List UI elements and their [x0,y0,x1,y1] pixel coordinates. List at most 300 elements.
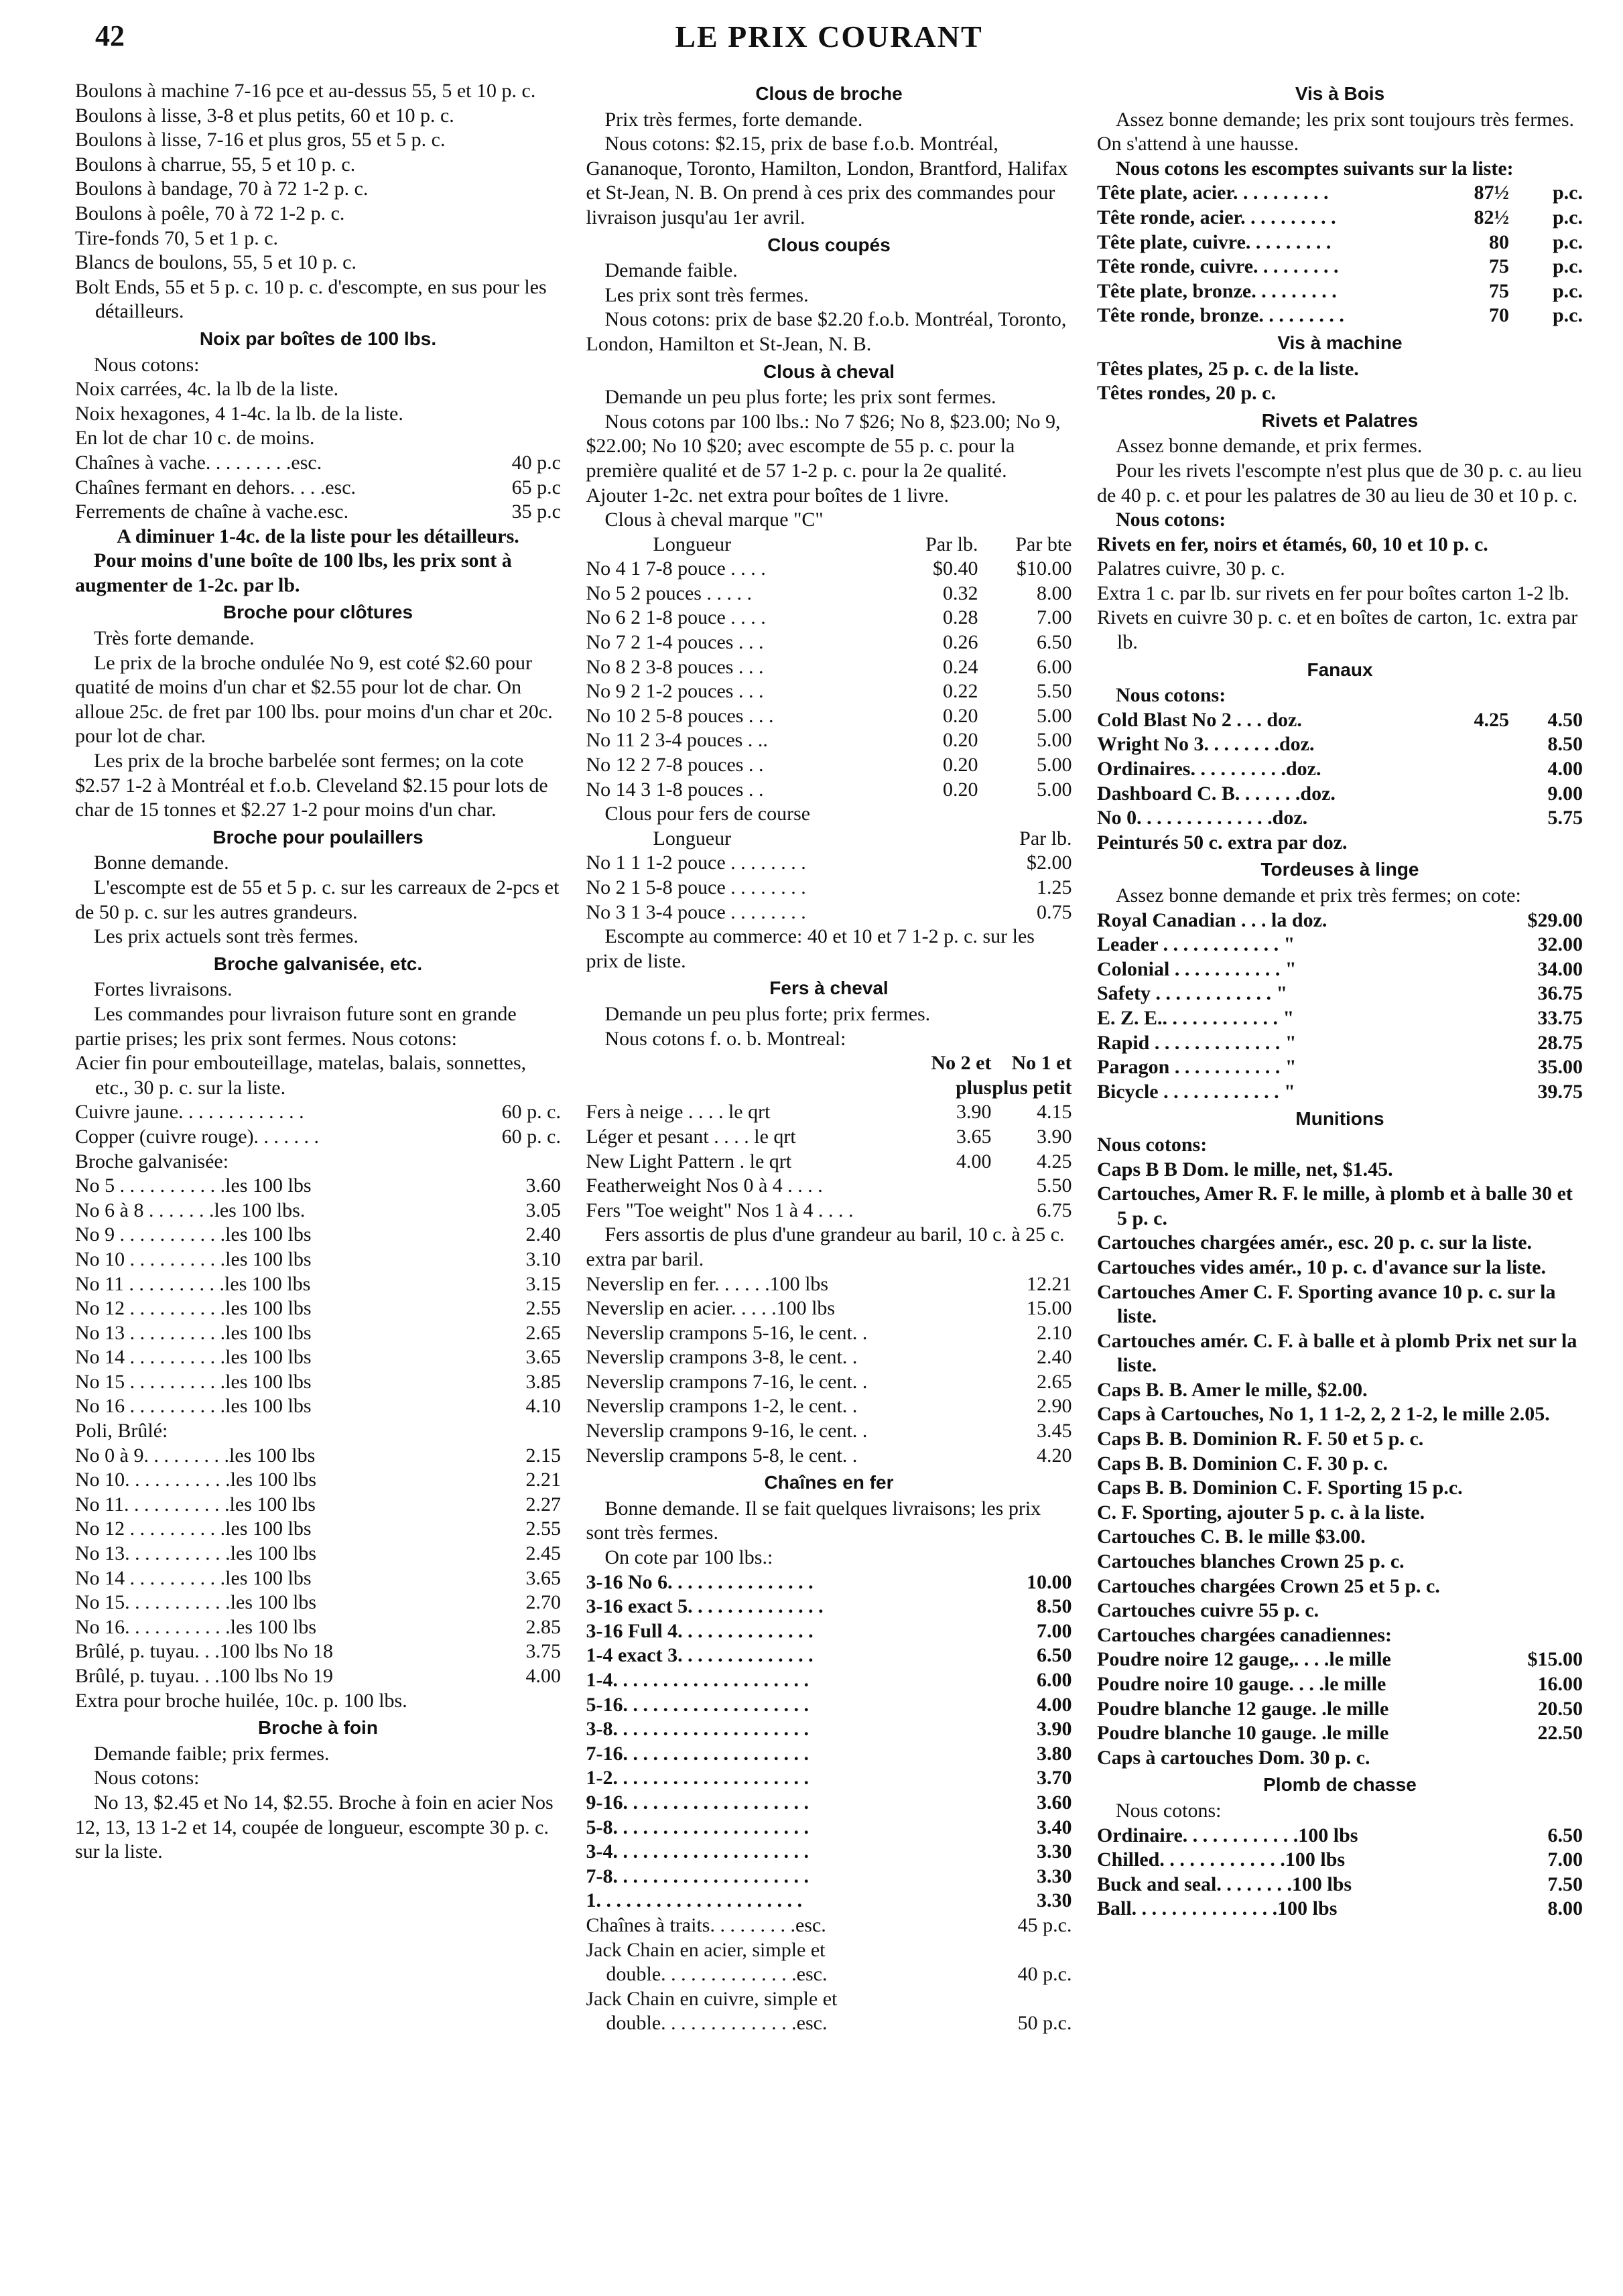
tordeuse-row-a: Royal Canadian . . . la doz. [1097,908,1327,931]
chaine-row [586,1717,1072,1742]
poulaillers-p2: L'escompte est de 55 et 5 p. c. sur les carreaux de 2-pcs et de 50 p. c. sur les autres grandeurs. [75,876,560,923]
galv-p1: Fortes livraisons. [94,978,233,1001]
course-row [586,876,1072,900]
chaine-row-a: 1-4. . . . . . . . . . . . . . . . . . . . [586,1669,809,1691]
marque-c-title: Clous à cheval marque "C" [604,509,824,531]
galv-row-no: No 15 . . . . . . . . . .les 100 lbs [75,1370,312,1393]
fanaux-row-c: 8.50 [1547,733,1583,756]
marque-c-row-a: No 10 2 5-8 pouces . . . [586,704,774,727]
chain-note-2: Pour moins d'une boîte de 100 lbs, les prix sont à augmenter de 1-2c. par lb. [75,549,512,596]
neverslip-row-a: Neverslip crampons 1-2, le cent. . [586,1395,858,1418]
chaine-row-b: 3.30 [1037,1840,1072,1863]
rivets-p3: Nous cotons: [1116,509,1226,531]
vis-row-c: p.c. [1553,206,1583,228]
marque-c-row-c: 8.00 [1037,582,1072,604]
poudre-row-b: 20.50 [1537,1697,1583,1720]
neverslip-row [586,1370,1072,1395]
fanaux-row-c: 5.75 [1547,807,1583,829]
neverslip-row-b: 2.65 [1037,1370,1072,1393]
page-header [75,19,1583,72]
section-heading-poulaillers: Broche pour poulaillers [212,826,424,848]
poulaillers-p3: Les prix actuels sont très fermes. [94,925,359,948]
tordeuse-row-b: 39.75 [1537,1080,1583,1103]
poudre-table [1097,1647,1583,1745]
neverslip-row-a: Neverslip crampons 5-16, le cent. . [586,1321,868,1344]
poudre-row [1097,1647,1583,1672]
chaine-row-b: 3.30 [1037,1889,1072,1912]
noix-list [75,377,561,451]
chaine-row-a: 5-8. . . . . . . . . . . . . . . . . . . . [586,1816,809,1838]
clous-coupes-p2: Les prix sont très fermes. [604,283,809,306]
tordeuse-row-a: Bicycle . . . . . . . . . . . . " [1097,1080,1295,1103]
marque-c-row-b: 0.20 [943,778,978,801]
fanaux-row-a: Ordinaires. . . . . . . . . .doz. [1097,758,1321,781]
chaine-row [586,1791,1072,1816]
rivets-p7: Rivets en cuivre 30 p. c. et en boîtes de carton, 1c. extra par lb. [1097,606,1578,654]
chaine-row [586,1595,1072,1619]
jack-1-a: Jack Chain en acier, simple et [586,1938,826,1961]
tordeuse-row [1097,1006,1583,1031]
munitions-item: Cartouches vides amér., 10 p. c. d'avance sur la liste. [1097,1256,1546,1278]
vis-row-a: Tête plate, acier. . . . . . . . . . [1097,182,1329,204]
column-3 [1097,79,1583,2036]
vis-row [1097,255,1583,279]
poli-row-price: 3.65 [525,1566,561,1589]
chaine-row [586,1693,1072,1718]
vis-machine-1: Têtes plates, 25 p. c. de la liste. [1097,357,1359,380]
course-row-a: No 1 1 1-2 pouce . . . . . . . . [586,852,806,874]
marque-c-row-b: 0.28 [943,606,978,629]
neverslip-row-b: 2.90 [1037,1395,1072,1418]
munitions-item: Cartouches cuivre 55 p. c. [1097,1599,1319,1622]
chaine-row-b: 3.90 [1037,1718,1072,1741]
marque-c-row-b: 0.20 [943,754,978,776]
col-header-no2: No 2 et plus [931,1052,992,1099]
col-header-par-lb: Par lb. [925,533,978,555]
galv-p3: Acier fin pour embouteillage, matelas, balais, sonnettes, etc., 30 p. c. sur la liste. [75,1052,527,1099]
munitions-item: Cartouches amér. C. F. à balle et à plomb Prix net sur la liste. [1097,1329,1577,1377]
chaine-row [586,1889,1072,1913]
chaine-row-b: 8.50 [1037,1595,1072,1618]
poli-row [75,1468,561,1493]
neverslip-row-b: 2.10 [1037,1321,1072,1344]
section-heading-clous-broche: Clous de broche [755,83,903,104]
poudre-row-b: 16.00 [1537,1673,1583,1695]
chaine-row-b: 6.00 [1037,1669,1072,1691]
section-heading-cloture: Broche pour clôtures [222,602,413,623]
poudre-row-a: Poudre blanche 10 gauge. .le mille [1097,1722,1389,1745]
chaine-row-b: 10.00 [1027,1570,1072,1593]
poli-sub: Poli, Brûlé: [75,1420,168,1442]
chaines-p1: Bonne demande. Il se fait quelques livraisons; les prix sont très fermes. [586,1497,1041,1544]
poudre-row-b: 22.50 [1537,1722,1583,1745]
galv-row [75,1199,561,1223]
marque-c-row [586,753,1072,778]
chaine-row-a: 3-16 Full 4. . . . . . . . . . . . . . [586,1619,814,1642]
tordeuse-row [1097,908,1583,933]
fers-row-c: 5.50 [1037,1174,1072,1197]
munitions-item: Cartouches chargées amér., esc. 20 p. c. sur la liste. [1097,1231,1533,1254]
chaine-row-a: 1. . . . . . . . . . . . . . . . . . . . . [586,1889,802,1912]
fers-row-a: New Light Pattern . le qrt [586,1150,792,1172]
noix-item: Noix hexagones, 4 1-4c. la lb. de la liste. [75,402,403,425]
tordeuse-row [1097,982,1583,1006]
course-row [586,900,1072,925]
fanaux-row-a: No 0. . . . . . . . . . . . . .doz. [1097,807,1308,829]
marque-c-row-a: No 12 2 7-8 pouces . . [586,754,764,776]
poudre-row-b: $15.00 [1527,1648,1583,1671]
galv-row [75,1247,561,1272]
poli-row [75,1542,561,1566]
fers-p1: Demande un peu plus forte; prix fermes. [604,1002,931,1025]
jack-2-b: double. . . . . . . . . . . . . .esc. 50 p.c. [606,2012,1072,2035]
plomb-row-b: 7.50 [1547,1873,1583,1895]
vis-machine-2: Têtes rondes, 20 p. c. [1097,382,1276,405]
galv-row-no: No 11 . . . . . . . . . .les 100 lbs [75,1272,311,1295]
section-heading-fers: Fers à cheval [769,977,889,999]
chaine-row [586,1668,1072,1693]
tordeuse-row-a: Paragon . . . . . . . . . . . " [1097,1056,1297,1079]
munitions-item: Caps B B Dom. le mille, net, $1.45. [1097,1158,1393,1180]
chaine-row [586,1766,1072,1791]
tordeuses-p1: Assez bonne demande et prix très fermes; on cote: [1116,884,1521,906]
munitions-item: Caps B. B. Dominion C. F. 30 p. c. [1097,1452,1388,1475]
munitions-item: Cartouches chargées Crown 25 et 5 p. c. [1097,1574,1440,1597]
fers-row-a: Léger et pesant . . . . le qrt [586,1125,796,1148]
section-heading-vis-bois: Vis à Bois [1295,83,1385,104]
chains-table [75,451,561,525]
noix-item: En lot de char 10 c. de moins. [75,427,315,450]
munitions-item: Caps B. B. Dominion C. F. Sporting 15 p.c. [1097,1477,1463,1499]
galv-row [75,1321,561,1346]
marque-c-row-c: 6.50 [1037,631,1072,654]
chaine-row [586,1742,1072,1767]
plomb-row-a: Chilled. . . . . . . . . . . . .100 lbs [1097,1848,1346,1871]
rivets-p2: Pour les rivets l'escompte n'est plus que de 30 p. c. au lieu de 40 p. c. et pour les palatres de 30 au lieu de 30 et 10 p. c. [1097,459,1582,507]
plomb-row [1097,1824,1583,1848]
marque-c-row-a: No 11 2 3-4 pouces . .. [586,729,768,752]
vis-row [1097,230,1583,255]
vis-row-b: 75 [1489,279,1509,302]
chaine-row-a: 1-4 exact 3. . . . . . . . . . . . . . [586,1644,814,1667]
tordeuse-row [1097,957,1583,982]
col-header-par-bte: Par bte [1015,533,1072,555]
poudre-row-a: Poudre noire 10 gauge. . . .le mille [1097,1673,1386,1695]
poli-row-no: Brûlé, p. tuyau. . .100 lbs No 18 [75,1640,333,1663]
galv-row-no: No 13 . . . . . . . . . .les 100 lbs [75,1321,312,1344]
rivets-p1: Assez bonne demande, et prix fermes. [1116,435,1423,458]
galv-row [75,1394,561,1419]
fers-table [586,1100,1072,1223]
neverslip-row-b: 12.21 [1027,1272,1072,1295]
marque-c-row [586,778,1072,803]
clous-broche-p2: Nous cotons: $2.15, prix de base f.o.b. Montréal, Gananoque, Toronto, Hamilton, London, Brantford, Halifax et St-Jean, N. B. On prend à ces prix des commandes pour livraison jusqu'au 1er avril. [586,133,1068,228]
marque-c-row-b: $0.40 [933,557,978,580]
section-heading-munitions: Munitions [1295,1108,1384,1130]
fanaux-row [1097,732,1583,757]
tordeuse-row-b: 36.75 [1537,982,1583,1005]
fanaux-row-a: Wright No 3. . . . . . . .doz. [1097,733,1315,756]
fers-row-b: 3.65 [956,1125,992,1148]
vis-bois-p2: Nous cotons les escomptes suivants sur la liste: [1116,157,1514,180]
poli-table [75,1444,561,1689]
marque-c-row-a: No 14 3 1-8 pouces . . [586,778,764,801]
plomb-row-b: 7.00 [1547,1848,1583,1871]
cuivre-table [75,1100,561,1149]
chaine-row [586,1840,1072,1865]
column-1 [75,79,561,2036]
marque-c-row [586,728,1072,753]
munitions-item: Cartouches blanches Crown 25 p. c. [1097,1550,1405,1573]
poli-row-price: 3.75 [525,1640,561,1663]
chain-row [75,476,561,500]
galv-row-price: 3.10 [525,1247,561,1270]
galv-row-price: 2.55 [525,1297,561,1320]
section-heading-vis-machine: Vis à machine [1277,332,1403,353]
noix-intro: Nous cotons: [94,353,200,376]
columns [75,79,1583,2036]
munitions-item: Caps à Cartouches, No 1, 1 1-2, 2, 2 1-2, le mille 2.05. [1097,1403,1550,1426]
col-header-longueur: Longueur [653,533,732,555]
marque-c-row-b: 0.32 [943,582,978,604]
chaine-row-b: 3.60 [1037,1791,1072,1814]
marque-c-row-c: 5.50 [1037,680,1072,703]
poudre-row-a: Poudre blanche 12 gauge. .le mille [1097,1697,1389,1720]
poli-row-price: 2.45 [525,1542,561,1565]
tordeuse-row-a: Safety . . . . . . . . . . . . " [1097,982,1288,1005]
galv-row-price: 3.15 [525,1272,561,1295]
munitions-item: Cartouches C. B. le mille $3.00. [1097,1526,1366,1548]
tordeuse-row [1097,1031,1583,1056]
vis-row-a: Tête ronde, bronze. . . . . . . . . [1097,304,1344,327]
galv-row-price: 3.05 [525,1199,561,1221]
fers-p2: Nous cotons f. o. b. Montreal: [604,1027,846,1050]
bolt-item: Boulons à lisse, 7-16 et plus gros, 55 et 5 p. c. [75,129,446,151]
bolt-item: Boulons à charrue, 55, 5 et 10 p. c. [75,153,356,176]
fanaux-row [1097,782,1583,807]
poli-row-no: No 0 à 9. . . . . . . . .les 100 lbs [75,1444,316,1467]
chaine-row-b: 3.70 [1037,1767,1072,1789]
vis-row-a: Tête ronde, acier. . . . . . . . . . [1097,206,1336,228]
running-title: LE PRIX COURANT [675,19,983,54]
poli-row [75,1444,561,1469]
neverslip-row-a: Neverslip crampons 3-8, le cent. . [586,1346,858,1369]
tordeuse-row [1097,933,1583,957]
neverslip-row [586,1394,1072,1419]
marque-c-row-b: 0.22 [943,680,978,703]
poli-row-no: No 10. . . . . . . . . . .les 100 lbs [75,1469,316,1491]
marque-c-table [586,557,1072,802]
fanaux-row [1097,757,1583,782]
clous-cheval-p2: Nous cotons par 100 lbs.: No 7 $26; No 8, $23.00; No 9, $22.00; No 10 $20; avec escompte de 55 p. c. pour la première qualité et de 57 1-2 p. c. pour la 2e qualité. Ajouter 1-2c. net extra pour boîtes de 1 livre. [586,410,1061,507]
galv-row [75,1272,561,1297]
neverslip-row [586,1345,1072,1370]
course-title: Clous pour fers de course [604,803,811,825]
fers-header [586,1051,1072,1100]
chaine-row-a: 9-16. . . . . . . . . . . . . . . . . . . [586,1791,809,1814]
poli-row-price: 2.27 [525,1493,561,1515]
plomb-row [1097,1873,1583,1897]
poli-row [75,1591,561,1615]
tordeuse-row-b: 35.00 [1537,1056,1583,1079]
fers-row-c: 6.75 [1037,1199,1072,1221]
chaine-row-b: 6.50 [1037,1644,1072,1667]
bolt-item: Boulons à poêle, 70 à 72 1-2 p. c. [75,202,345,224]
section-heading-clous-cheval: Clous à cheval [763,360,895,382]
galv-row-price: 4.10 [525,1395,561,1418]
clous-coupes-p3: Nous cotons: prix de base $2.20 f.o.b. Montréal, Toronto, London, Hamilton et St-Jean, N. B. [586,308,1067,355]
neverslip-row-b: 2.40 [1037,1346,1072,1369]
poli-row-price: 2.15 [525,1444,561,1467]
neverslip-row [586,1444,1072,1469]
galv-sub: Broche galvanisée: [75,1150,229,1172]
neverslip-row-a: Neverslip en fer. . . . . .100 lbs [586,1272,829,1295]
chaine-row-b: 7.00 [1037,1619,1072,1642]
fanaux-row-c: 4.50 [1547,708,1583,731]
chain-row-label: Chaînes fermant en dehors. . . .esc. [75,476,356,498]
course-row-a: No 2 1 5-8 pouce . . . . . . . . [586,876,806,898]
vis-row [1097,303,1583,328]
chaine-row-a: 1-2. . . . . . . . . . . . . . . . . . . . [586,1767,809,1789]
marque-c-row-c: $10.00 [1017,557,1072,580]
chaine-row-b: 4.00 [1037,1693,1072,1716]
marque-c-row [586,582,1072,606]
fanaux-row-b: 4.25 [1474,708,1509,731]
vis-row [1097,206,1583,230]
course-row-b: 1.25 [1037,876,1072,898]
vis-row-c: p.c. [1553,279,1583,302]
munitions-item: Caps B. B. Dominion R. F. 50 et 5 p. c. [1097,1428,1424,1450]
marque-c-row-b: 0.24 [943,655,978,678]
fers-row [586,1100,1072,1125]
foin-p2: Nous cotons: [94,1767,200,1789]
col-header-no1: No 1 et plus petit [992,1052,1072,1099]
tordeuse-row-b: $29.00 [1527,908,1583,931]
fers-row-a: Fers "Toe weight" Nos 1 à 4 . . . . [586,1199,854,1221]
chain-row-value: 35 p.c [511,500,561,523]
cuivre-row-value: 60 p. c. [501,1101,561,1124]
poli-row [75,1566,561,1591]
galv-row [75,1370,561,1395]
plomb-row-b: 8.00 [1547,1897,1583,1920]
rivets-p5: Palatres cuivre, 30 p. c. [1097,557,1285,580]
chaine-row [586,1865,1072,1889]
marque-c-row [586,557,1072,582]
marque-c-row-c: 5.00 [1037,778,1072,801]
poli-row-no: Brûlé, p. tuyau. . .100 lbs No 19 [75,1665,333,1687]
galv-row-price: 3.85 [525,1370,561,1393]
foin-p1: Demande faible; prix fermes. [94,1742,330,1765]
fers-assortis: Fers assortis de plus d'une grandeur au baril, 10 c. à 25 c. extra par baril. [586,1223,1065,1270]
poli-row-price: 2.55 [525,1517,561,1540]
neverslip-table [586,1272,1072,1469]
tordeuse-row-b: 33.75 [1537,1006,1583,1029]
vis-row-b: 75 [1489,255,1509,278]
munitions-item: C. F. Sporting, ajouter 5 p. c. à la liste. [1097,1501,1425,1524]
bolt-item: Boulons à lisse, 3-8 et plus petits, 60 et 10 p. c. [75,104,454,127]
column-2 [586,79,1072,2036]
munitions-item: Cartouches Amer C. F. Sporting avance 10 p. c. sur la liste. [1097,1280,1556,1328]
marque-c-row-c: 5.00 [1037,729,1072,752]
vis-row-b: 80 [1489,230,1509,253]
bolt-item: Tire-fonds 70, 5 et 1 p. c. [75,226,279,249]
marque-c-row-c: 7.00 [1037,606,1072,629]
chain-row-value: 65 p.c [511,476,561,498]
fers-row-c: 4.25 [1037,1150,1072,1172]
bolt-item: Bolt Ends, 55 et 5 p. c. 10 p. c. d'escompte, en sus pour les détailleurs. [75,275,547,323]
tordeuse-row [1097,1055,1583,1080]
vis-row-a: Tête plate, bronze. . . . . . . . . [1097,279,1337,302]
poli-row [75,1664,561,1689]
rivets-p4: Rivets en fer, noirs et étamés, 60, 10 et 10 p. c. [1097,533,1488,555]
marque-c-row [586,704,1072,729]
vis-table [1097,181,1583,328]
marque-c-header [586,533,1072,557]
fers-row-a: Fers à neige . . . . le qrt [586,1101,771,1124]
galv-row-no: No 10 . . . . . . . . . .les 100 lbs [75,1247,312,1270]
chaine-row-a: 3-16 No 6. . . . . . . . . . . . . . . [586,1570,814,1593]
chain-row-value: 40 p.c [511,451,561,474]
plomb-row-a: Ordinaire. . . . . . . . . . . .100 lbs [1097,1824,1358,1846]
chaines-table [586,1570,1072,1913]
munitions-item: Cartouches, Amer R. F. le mille, à plomb et à balle 30 et 5 p. c. [1097,1183,1573,1229]
galv-p2: Les commandes pour livraison future sont en grande partie prises; les prix sont fermes. Nous cotons: [75,1002,517,1050]
cloture-p3: Les prix de la broche barbelée sont fermes; on la cote $2.57 1-2 à Montréal et f.o.b. Cleveland $2.15 pour lots de char de 15 tonnes et $2.27 1-2 pour moins d'un char. [75,750,548,821]
marque-c-row-a: No 4 1 7-8 pouce . . . . [586,557,766,580]
plomb-row-a: Ball. . . . . . . . . . . . . . .100 lbs [1097,1897,1338,1920]
bolt-item: Blancs de boulons, 55, 5 et 10 p. c. [75,251,356,274]
munitions-item: Caps B. B. Amer le mille, $2.00. [1097,1378,1368,1401]
poudre-row [1097,1721,1583,1746]
chaine-row-b: 3.30 [1037,1865,1072,1887]
vis-row-c: p.c. [1553,255,1583,278]
marque-c-row-a: No 9 2 1-2 pouces . . . [586,680,764,703]
clous-broche-p1: Prix très fermes, forte demande. [604,108,863,131]
tordeuse-row-a: E. Z. E.. . . . . . . . . . . . " [1097,1006,1295,1029]
marque-c-row [586,655,1072,680]
marque-c-row-a: No 8 2 3-8 pouces . . . [586,655,764,678]
marque-c-row-b: 0.20 [943,704,978,727]
cuivre-row-label: Cuivre jaune. . . . . . . . . . . . . [75,1101,304,1124]
fers-row-b: 4.00 [956,1150,992,1172]
course-row-a: No 3 1 3-4 pouce . . . . . . . . [586,900,806,923]
tordeuse-row-a: Colonial . . . . . . . . . . . " [1097,957,1297,980]
chaine-row-a: 7-8. . . . . . . . . . . . . . . . . . . . [586,1865,809,1887]
plomb-row [1097,1897,1583,1921]
vis-row-a: Tête ronde, cuivre. . . . . . . . . [1097,255,1339,278]
vis-row-b: 82½ [1474,206,1509,228]
traits-row: Chaînes à traits. . . . . . . . .esc. 45 p.c. [586,1913,1072,1936]
galv-row-no: No 5 . . . . . . . . . . .les 100 lbs [75,1174,312,1197]
fers-row-a: Featherweight Nos 0 à 4 . . . . [586,1174,823,1197]
chain-row [75,500,561,525]
neverslip-row-a: Neverslip crampons 7-16, le cent. . [586,1370,868,1393]
page-number: 42 [95,19,125,52]
plomb-row-b: 6.50 [1547,1824,1583,1846]
vis-row-b: 70 [1489,304,1509,327]
col-header-longueur: Longueur [653,827,732,850]
section-heading-plomb: Plomb de chasse [1263,1774,1417,1796]
poulaillers-p1: Bonne demande. [94,852,229,874]
chaine-row [586,1643,1072,1668]
peintures: Peinturés 50 c. extra par doz. [1097,831,1348,854]
munitions-list [1097,1133,1583,1647]
poudre-row-a: Poudre noire 12 gauge,. . . .le mille [1097,1648,1391,1671]
vis-row-c: p.c. [1553,182,1583,204]
section-heading-galv: Broche galvanisée, etc. [213,953,423,974]
col-header-par-lb: Par lb. [1019,827,1072,850]
poli-row-no: No 13. . . . . . . . . . .les 100 lbs [75,1542,316,1565]
